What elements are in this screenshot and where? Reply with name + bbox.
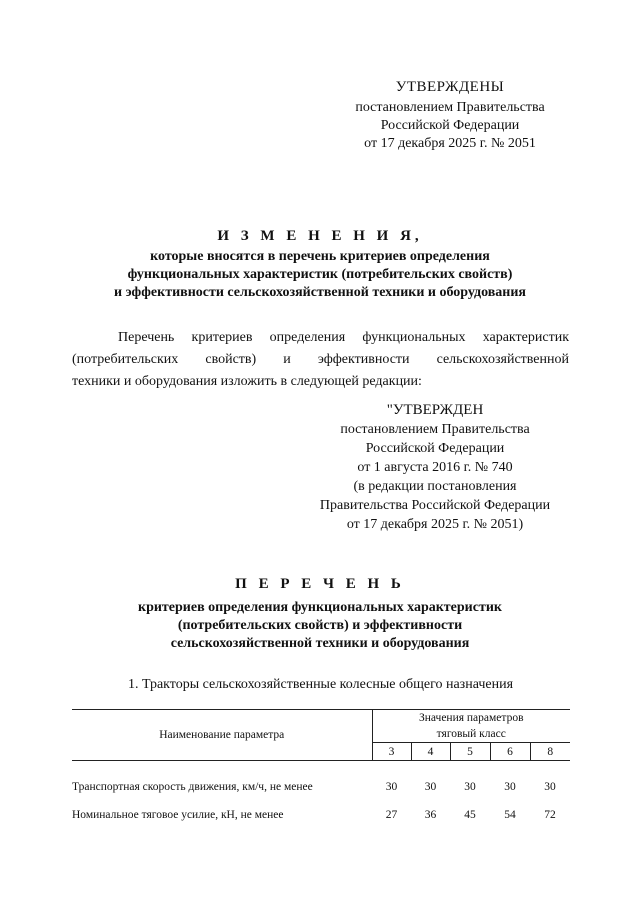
- parameter-name: Номинальное тяговое усилие, кН, не менее: [72, 809, 284, 821]
- parameter-value: 30: [424, 781, 437, 793]
- changes-subtitle-line-3: и эффективности сельскохозяйственной техники и оборудования: [114, 285, 526, 300]
- approval-block-2: [300, 401, 570, 534]
- approval-heading: УТВЕРЖДЕНЫ: [395, 79, 505, 95]
- class-header-cell: 4: [411, 743, 450, 761]
- table-row: [72, 773, 570, 801]
- parameter-value: 36: [424, 809, 437, 821]
- approval-line-2: Российской Федерации: [380, 118, 520, 133]
- parameter-value: 54: [504, 809, 516, 821]
- list-subtitle-line-2: (потребительских свойств) и эффективности: [177, 618, 463, 633]
- changes-subtitle-line-2: функциональных характеристик (потребительских свойств): [127, 267, 513, 282]
- class-header-cell: 3: [372, 743, 411, 761]
- changes-subtitle: [60, 248, 580, 302]
- parameter-value: 45: [464, 809, 476, 821]
- list-title: П Е Р Е Ч Е Н Ь: [235, 576, 405, 592]
- changes-subtitle-line-1: которые вносятся в перечень критериев определения: [150, 249, 490, 264]
- parameter-value: 30: [504, 781, 516, 793]
- approval2-line-3: от 1 августа 2016 г. № 740: [357, 460, 513, 475]
- values-header: Значения параметров: [372, 710, 570, 727]
- paragraph-line-2: (потребительских свойств) и эффективности сельскохозяйственной: [72, 352, 569, 367]
- parameter-value: 30: [385, 781, 398, 793]
- approval2-heading: "УТВЕРЖДЕН: [386, 402, 484, 418]
- section-1-title: 1. Тракторы сельскохозяйственные колесные общего назначения: [127, 677, 514, 692]
- parameter-value: 30: [464, 781, 476, 793]
- body-paragraph: [72, 327, 569, 393]
- changes-title: И З М Е Н Е Н И Я,: [217, 228, 423, 244]
- parameter-name-header: Наименование параметра: [72, 710, 372, 761]
- parameters-table: [72, 709, 570, 829]
- approval-block: [330, 78, 570, 153]
- paragraph-line-1: Перечень критериев определения функциональных характеристик: [118, 330, 569, 345]
- list-subtitle: [60, 599, 580, 653]
- class-header-cell: 8: [530, 743, 570, 761]
- parameter-value: 30: [544, 781, 556, 793]
- approval2-line-6: от 17 декабря 2025 г. № 2051): [346, 517, 524, 532]
- approval2-line-1: постановлением Правительства: [340, 422, 530, 437]
- class-header-cell: 6: [490, 743, 530, 761]
- approval-line-1: постановлением Правительства: [355, 100, 545, 115]
- parameter-value: 27: [385, 809, 398, 821]
- list-subtitle-line-1: критериев определения функциональных характеристик: [138, 600, 502, 615]
- list-subtitle-line-3: сельскохозяйственной техники и оборудования: [170, 636, 470, 651]
- traction-class-header: тяговый класс: [372, 726, 570, 743]
- paragraph-line-3: техники и оборудования изложить в следующей редакции:: [72, 374, 422, 389]
- parameter-value: 72: [544, 809, 556, 821]
- approval2-line-2: Российской Федерации: [365, 441, 505, 456]
- table-row: [72, 801, 570, 829]
- parameter-name: Транспортная скорость движения, км/ч, не менее: [72, 781, 313, 793]
- class-header-cell: 5: [450, 743, 490, 761]
- approval2-line-4: (в редакции постановления: [353, 479, 517, 494]
- approval-line-3: от 17 декабря 2025 г. № 2051: [364, 136, 536, 151]
- approval2-line-5: Правительства Российской Федерации: [319, 498, 551, 513]
